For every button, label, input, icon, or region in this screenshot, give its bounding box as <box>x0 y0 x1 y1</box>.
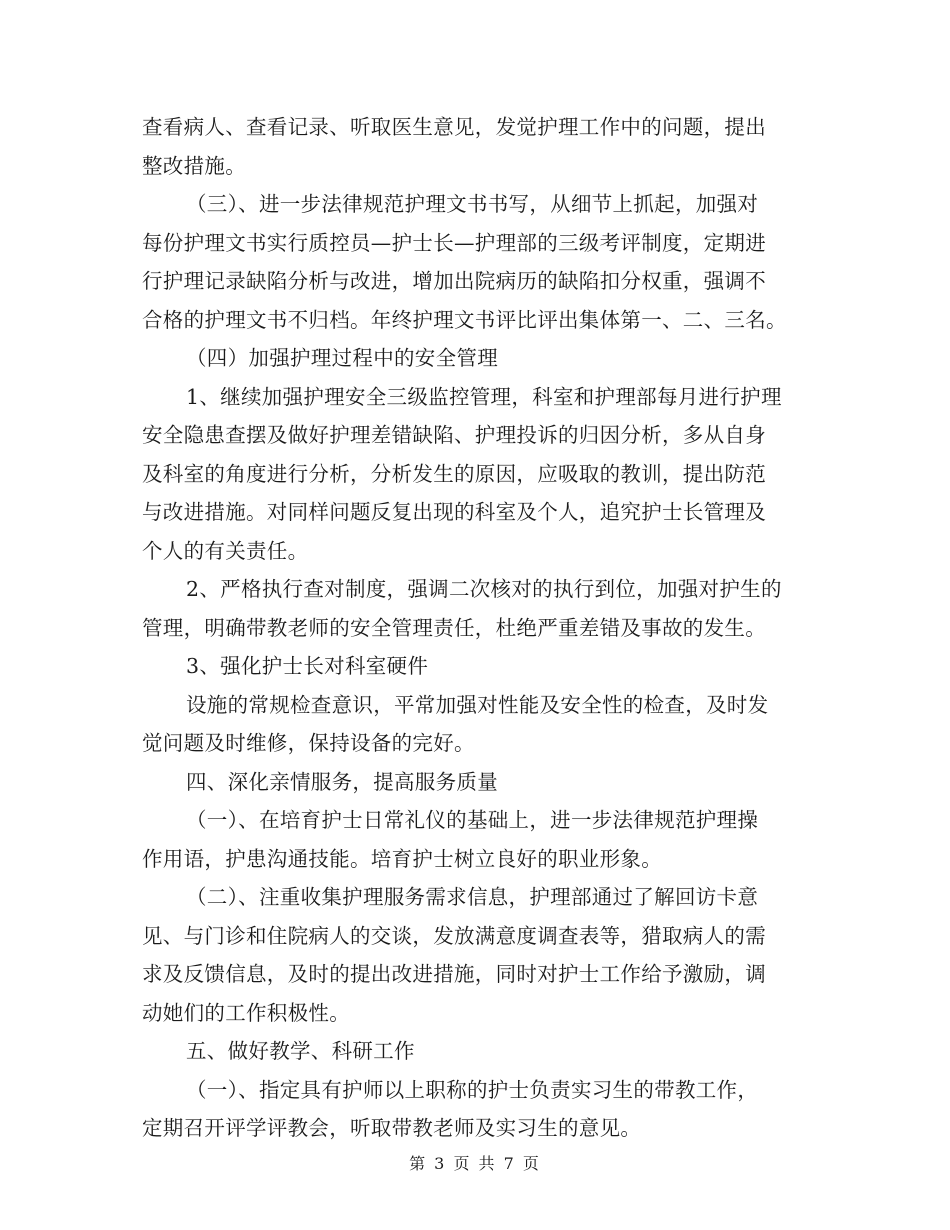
text-line: 动她们的工作积极性。 <box>142 1000 350 1025</box>
text-line: （二）、注重收集护理服务需求信息，护理部通过了解回访卡意 <box>186 885 759 909</box>
text-line: 整改措施。 <box>142 153 246 178</box>
text-line: 与改进措施。对同样问题反复出现的科室及个人，追究护士长管理及 <box>142 500 766 524</box>
page-number-footer: 第 3 页 共 7 页 <box>409 1154 541 1173</box>
text-line: 安全隐患查摆及做好护理差错缺陷、护理投诉的归因分析，多从自身 <box>142 423 766 447</box>
text-line: 定期召开评学评教会，听取带教老师及实习生的意见。 <box>142 1116 642 1140</box>
text-line: 及科室的角度进行分析，分析发生的原因，应吸取的教训，提出防范 <box>142 461 766 486</box>
text-line: 每份护理文书实行质控员—护士长—护理部的三级考评制度，定期进 <box>142 230 766 255</box>
text-line: 求及反馈信息，及时的提出改进措施，同时对护士工作给予激励，调 <box>142 962 766 986</box>
text-line: 个人的有关责任。 <box>142 538 309 563</box>
text-line: 觉问题及时维修，保持设备的完好。 <box>142 731 475 755</box>
text-line: 设施的常规检查意识，平常加强对性能及安全性的检查，及时发 <box>186 692 769 717</box>
section-heading: 四、深化亲情服务，提高服务质量 <box>186 769 498 794</box>
text-line: 1、继续加强护理安全三级监控管理，科室和护理部每月进行护理 <box>186 384 782 409</box>
text-line: （三）、进一步法律规范护理文书书写，从细节上抓起，加强对 <box>186 192 759 216</box>
text-line: 3、强化护士长对科室硬件 <box>186 654 429 678</box>
text-line: 查看病人、查看记录、听取医生意见，发觉护理工作中的问题，提出 <box>142 115 766 139</box>
text-line: （一）、指定具有护师以上职称的护士负责实习生的带教工作， <box>186 1077 759 1102</box>
text-line: （一）、在培育护士日常礼仪的基础上，进一步法律规范护理操 <box>186 808 759 832</box>
text-line: 管理，明确带教老师的安全管理责任，杜绝严重差错及事故的发生。 <box>142 615 766 640</box>
text-line: 行护理记录缺陷分析与改进，增加出院病历的缺陷扣分权重，强调不 <box>142 269 766 293</box>
body-text <box>142 108 810 1148</box>
text-line: 见、与门诊和住院病人的交谈，发放满意度调查表等，猎取病人的需 <box>142 923 766 948</box>
section-heading: （四）加强护理过程中的安全管理 <box>186 346 498 370</box>
document-body <box>142 108 810 1148</box>
text-line: 2、严格执行查对制度，强调二次核对的执行到位，加强对护生的 <box>186 577 782 601</box>
text-line: 合格的护理文书不归档。年终护理文书评比评出集体第一、二、三名。 <box>142 307 787 332</box>
text-line: 作用语，护患沟通技能。培育护士树立良好的职业形象。 <box>142 846 662 871</box>
section-heading: 五、做好教学、科研工作 <box>186 1039 415 1063</box>
